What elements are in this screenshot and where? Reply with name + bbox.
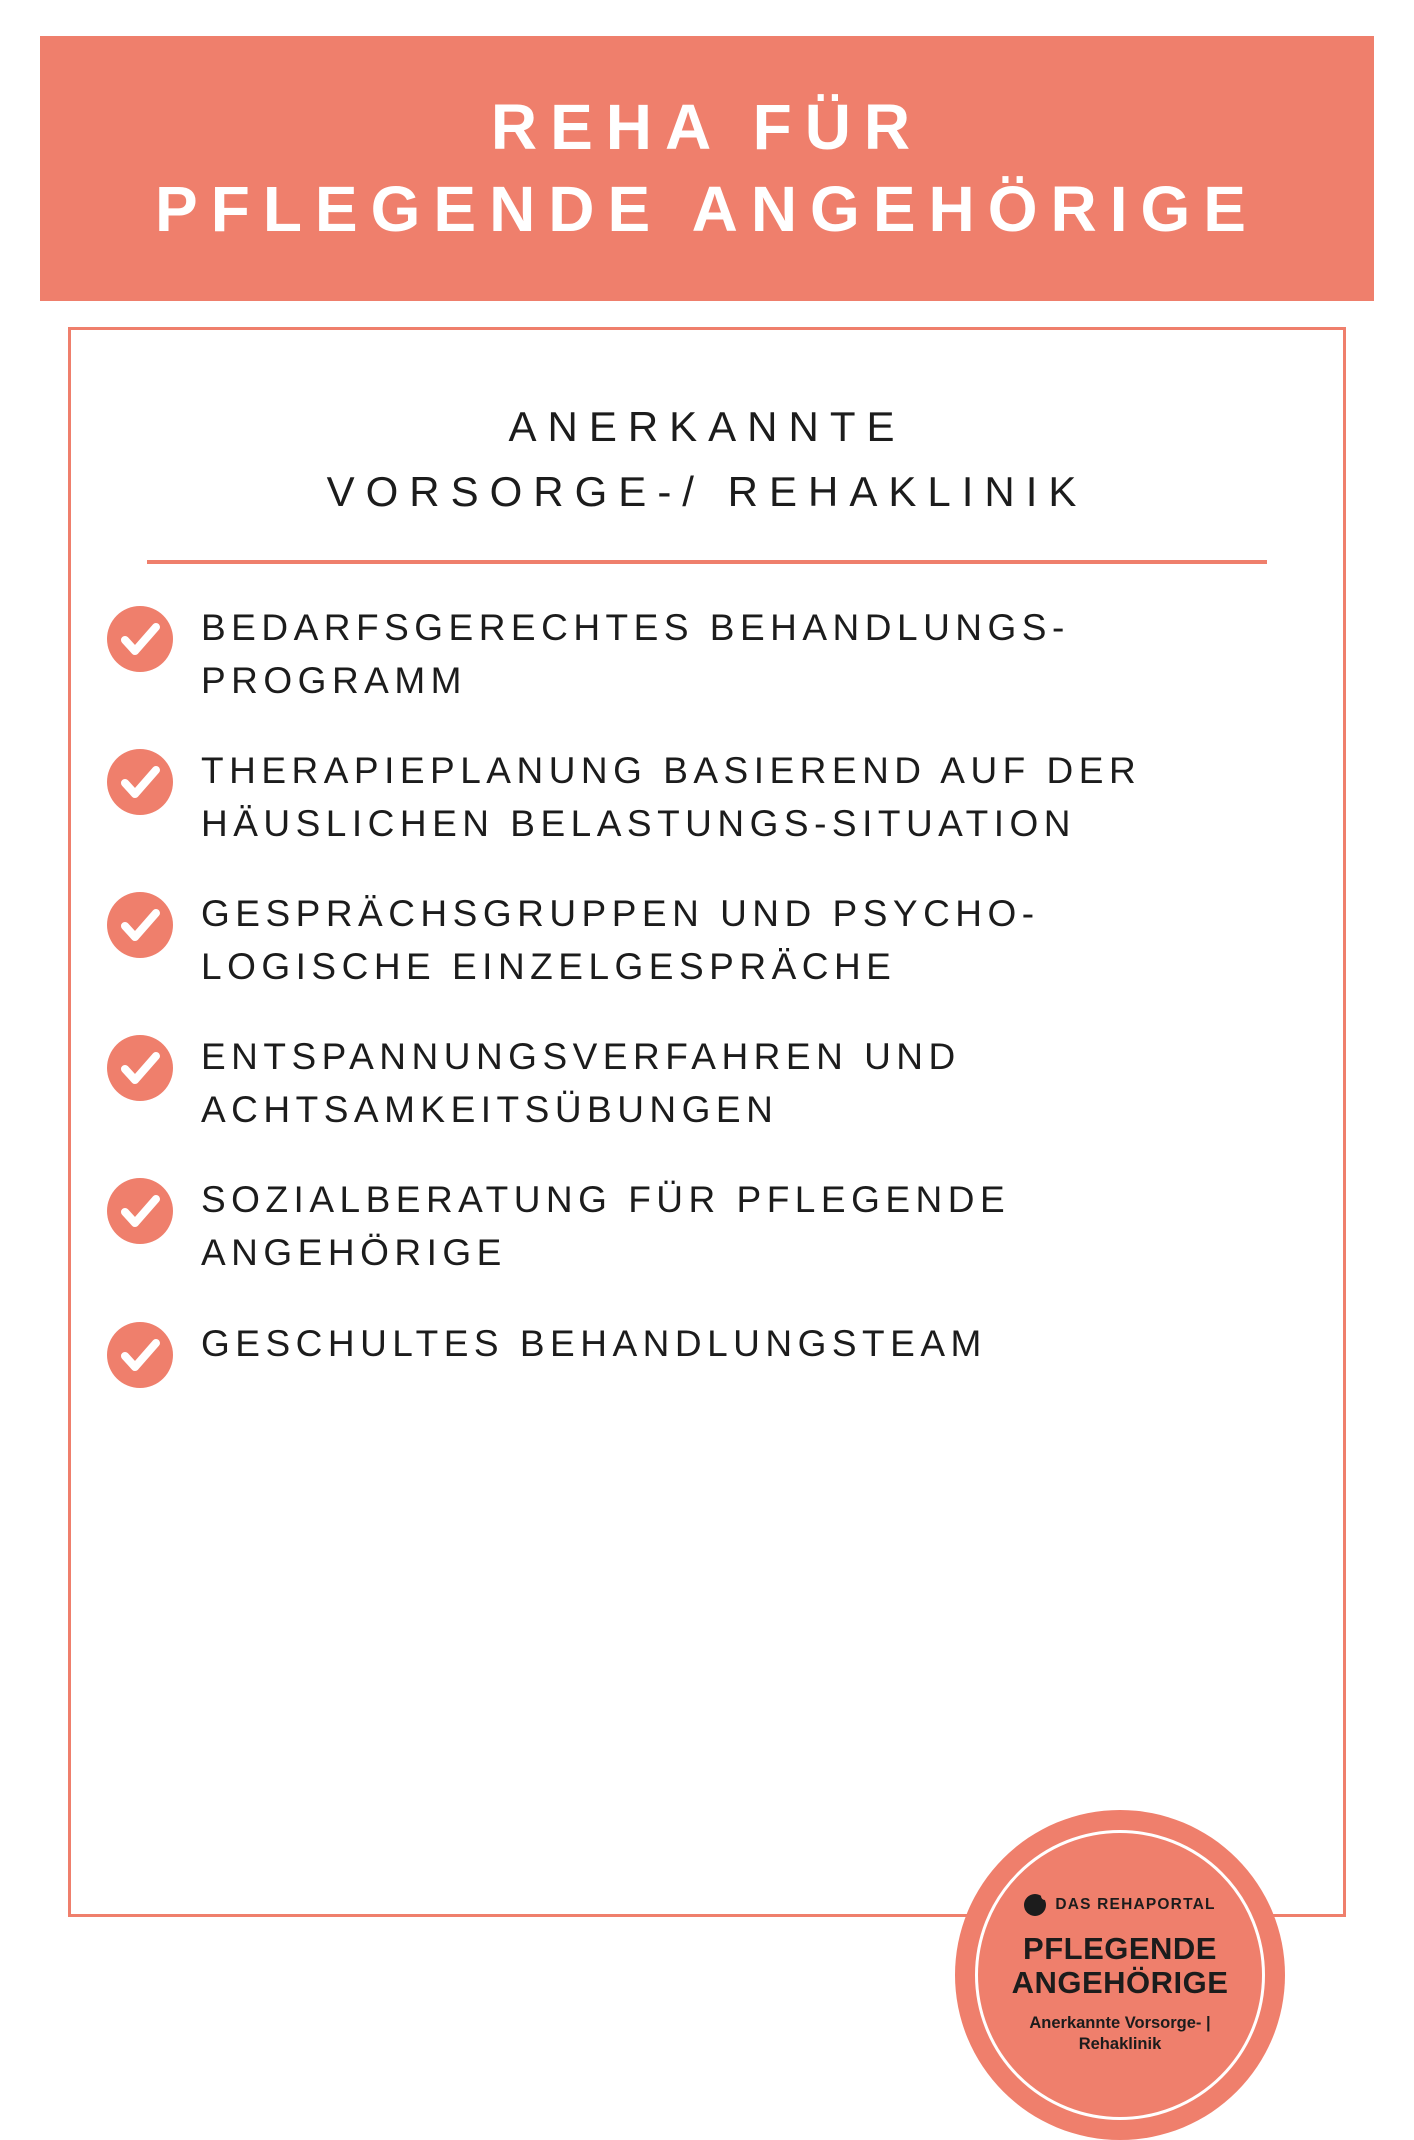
check-icon (107, 892, 173, 958)
list-item-label: GESCHULTES BEHANDLUNGSTEAM (201, 1322, 987, 1364)
check-icon (107, 1035, 173, 1101)
subtitle-block (71, 330, 1343, 524)
list-item (107, 1031, 1303, 1136)
content-frame (68, 327, 1346, 2054)
check-icon (107, 1178, 173, 1244)
list-item-label: SOZIALBERATUNG FÜR PFLEGENDE ANGEHÖRIGE (201, 1179, 1011, 1273)
seal-inner-ring (975, 1830, 1265, 2120)
list-item-label: GESPRÄCHSGRUPPEN UND PSYCHO-LOGISCHE EINZELGESPRÄCHE (201, 893, 1040, 987)
list-item (107, 888, 1303, 993)
subtitle-line-1: ANERKANNTE (508, 403, 906, 450)
list-item (107, 1174, 1303, 1279)
list-item (107, 745, 1303, 850)
check-icon (107, 749, 173, 815)
check-icon (107, 1322, 173, 1388)
divider (147, 560, 1267, 564)
seal-brand (1024, 1894, 1215, 1916)
subtitle-line-2: VORSORGE-/ REHAKLINIK (326, 468, 1088, 516)
seal-brand-label: DAS REHAPORTAL (1055, 1896, 1216, 1914)
check-icon (107, 606, 173, 672)
checklist (71, 602, 1343, 1387)
certification-seal (955, 1810, 1285, 2140)
header-title-line-1: REHA FÜR (490, 90, 924, 163)
list-item (107, 602, 1303, 707)
seal-title-line-1: PFLEGENDE (1023, 1931, 1217, 1967)
list-item-label: THERAPIEPLANUNG BASIEREND AUF DER HÄUSLICHEN BELASTUNGS-SITUATION (201, 750, 1142, 844)
list-item-label: BEDARFSGERECHTES BEHANDLUNGS-PROGRAMM (201, 607, 1070, 701)
seal-title-line-2: ANGEHÖRIGE (1011, 1964, 1229, 2000)
list-item-label: ENTSPANNUNGSVERFAHREN UND ACHTSAMKEITSÜBUNGEN (201, 1036, 961, 1130)
header-title-line-2: PFLEGENDE ANGEHÖRIGE (155, 172, 1259, 245)
list-item (107, 1318, 1303, 1388)
rehaportal-logo-icon (1024, 1894, 1046, 1916)
header-banner (40, 36, 1374, 301)
seal-subtitle-line-2: Rehaklinik (1078, 2035, 1162, 2054)
seal-subtitle-line-1: Anerkannte Vorsorge- | (1029, 2014, 1211, 2033)
